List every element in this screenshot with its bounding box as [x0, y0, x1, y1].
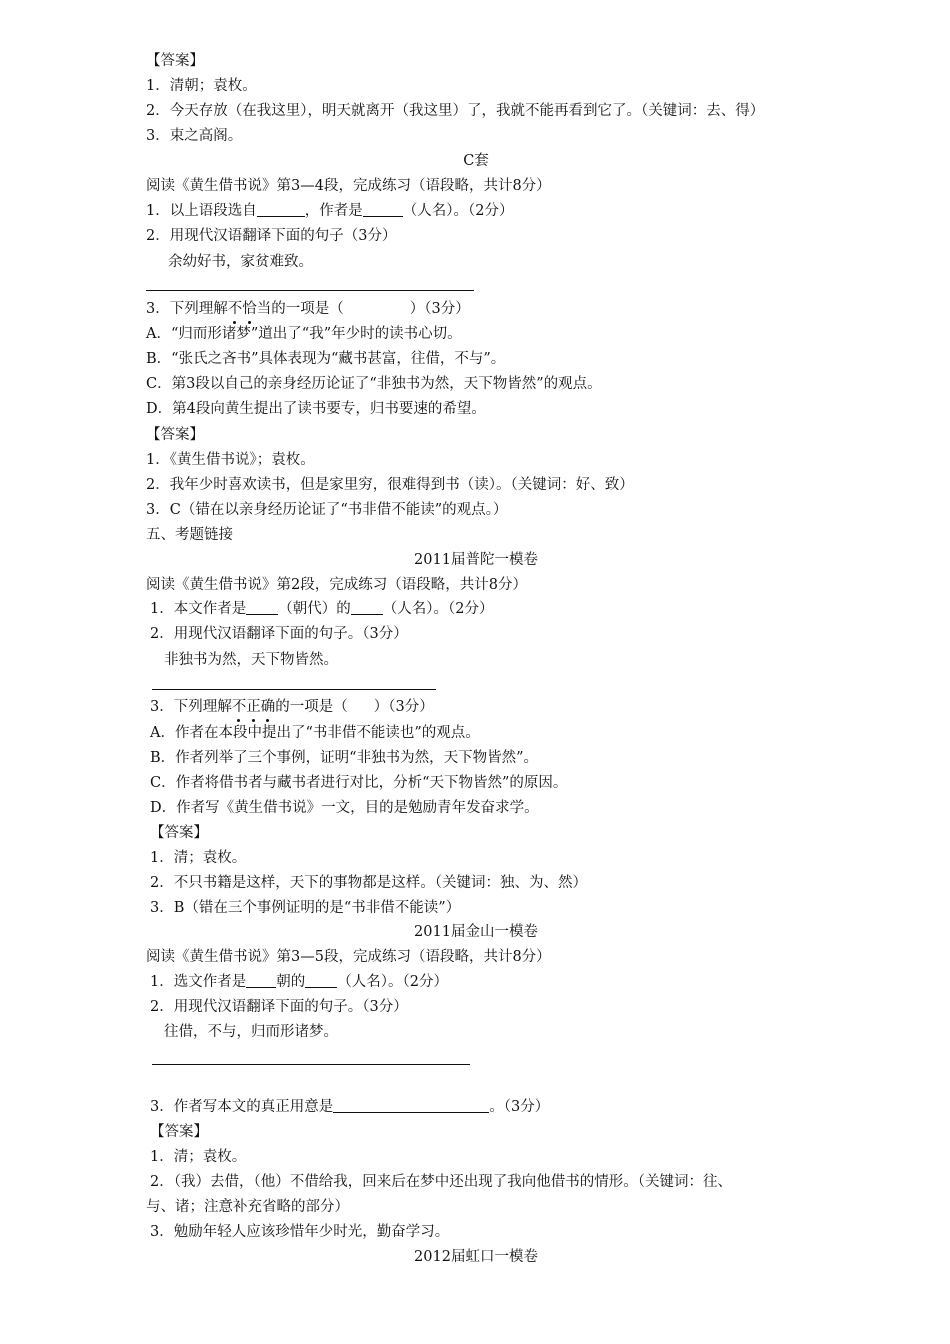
answer-line: 3．勉励年轻人应该珍惜年少时光，勤奋学习。	[150, 1224, 450, 1240]
answer-blank[interactable]	[333, 1098, 489, 1113]
quoted-sentence: 余幼好书，家贫难致。	[168, 254, 313, 270]
answer-line-rule[interactable]	[152, 689, 436, 690]
answer-line: 2．不只书籍是这样，天下的事物都是这样。（关键词：独、为、然）	[150, 875, 587, 891]
reading-instruction: 阅读《黄生借书说》第3—4段，完成练习（语段略，共计8分）	[146, 178, 551, 194]
question-line: 3．下列理解不恰当的一项是（ ）（3分）	[146, 301, 470, 317]
section-heading: 五、考题链接	[146, 527, 233, 543]
option-a: A．作者在本段中提出了“书非借不能读也”的观点。	[150, 725, 480, 741]
exam-title: 2012届虹口一模卷	[414, 1249, 538, 1265]
answer-line: 1．《黄生借书说》；袁枚。	[146, 452, 315, 468]
option-a: A．“归而形诸梦”道出了“我”年少时的读书心切。	[146, 326, 462, 342]
question-line: 3．作者写本文的真正用意是 。（3分）	[150, 1099, 550, 1115]
answer-line-continued: 与、诸；注意补充省略的部分）	[146, 1199, 349, 1215]
question-line: 2．用现代汉语翻译下面的句子。（3分）	[150, 999, 408, 1015]
answer-blank[interactable]	[305, 973, 337, 988]
option-d: D．作者写《黄生借书说》一文，目的是勉励青年发奋求学。	[150, 800, 539, 816]
exam-title: 2011届金山一模卷	[414, 924, 538, 940]
answer-heading: 【答案】	[146, 53, 204, 69]
answer-heading: 【答案】	[146, 427, 204, 443]
exam-title: 2011届普陀一模卷	[414, 552, 538, 568]
reading-instruction: 阅读《黄生借书说》第3—5段，完成练习（语段略，共计8分）	[146, 949, 551, 965]
question-line: 3．下列理解不正确的一项是（ ）（3分）	[150, 699, 434, 715]
answer-blank[interactable]	[246, 973, 276, 988]
question-line: 1．本文作者是 （朝代）的 （人名）。（2分）	[150, 601, 494, 617]
answer-heading: 【答案】	[150, 825, 208, 841]
answer-heading: 【答案】	[150, 1124, 208, 1140]
reading-instruction: 阅读《黄生借书说》第2段，完成练习（语段略，共计8分）	[146, 577, 527, 593]
option-c: C．第3段以自己的亲身经历论证了“非独书为然，天下物皆然”的观点。	[146, 376, 602, 392]
answer-line: 3．束之高阁。	[146, 128, 243, 144]
answer-line: 3．B（错在三个事例证明的是“书非借不能读”）	[150, 900, 461, 916]
section-title: C套	[463, 153, 489, 169]
option-b: B．作者列举了三个事例，证明“非独书为然，天下物皆然”。	[150, 750, 538, 766]
answer-blank[interactable]	[246, 600, 278, 615]
answer-blank[interactable]	[363, 202, 403, 217]
question-line: 1．选文作者是 朝的 （人名）。（2分）	[150, 974, 448, 990]
answer-line-rule[interactable]	[152, 1064, 470, 1065]
answer-line: 3．C（错在以亲身经历论证了“书非借不能读”的观点。）	[146, 502, 508, 518]
quoted-sentence: 非独书为然，天下物皆然。	[164, 652, 338, 668]
answer-line: 2．（我）去借，（他）不借给我，回来后在梦中还出现了我向他借书的情形。（关键词：往、	[150, 1174, 732, 1190]
option-c: C．作者将借书者与藏书者进行对比，分析“天下物皆然”的原因。	[150, 775, 568, 791]
answer-line: 2．今天存放（在我这里），明天就离开（我这里）了，我就不能再看到它了。（关键词：去、得）	[146, 103, 765, 119]
answer-line: 1．清；袁枚。	[150, 1149, 247, 1165]
answer-blank[interactable]	[351, 600, 383, 615]
answer-line: 2．我年少时喜欢读书，但是家里穷，很难得到书（读）。（关键词：好、致）	[146, 477, 634, 493]
quoted-sentence: 往借，不与，归而形诸梦。	[164, 1024, 338, 1040]
answer-line: 1．清；袁枚。	[150, 850, 247, 866]
question-line: 2．用现代汉语翻译下面的句子（3分）	[146, 228, 397, 244]
option-b: B．“张氏之吝书”具体表现为“藏书甚富，往借，不与”。	[146, 351, 506, 367]
question-line: 1．以上语段选自 ，作者是 （人名）。（2分）	[146, 203, 514, 219]
option-d: D．第4段向黄生提出了读书要专，归书要速的希望。	[146, 401, 486, 417]
answer-line-rule[interactable]	[146, 290, 474, 291]
answer-line: 1．清朝；袁枚。	[146, 78, 257, 94]
question-line: 2．用现代汉语翻译下面的句子。（3分）	[150, 626, 408, 642]
answer-blank[interactable]	[257, 202, 305, 217]
